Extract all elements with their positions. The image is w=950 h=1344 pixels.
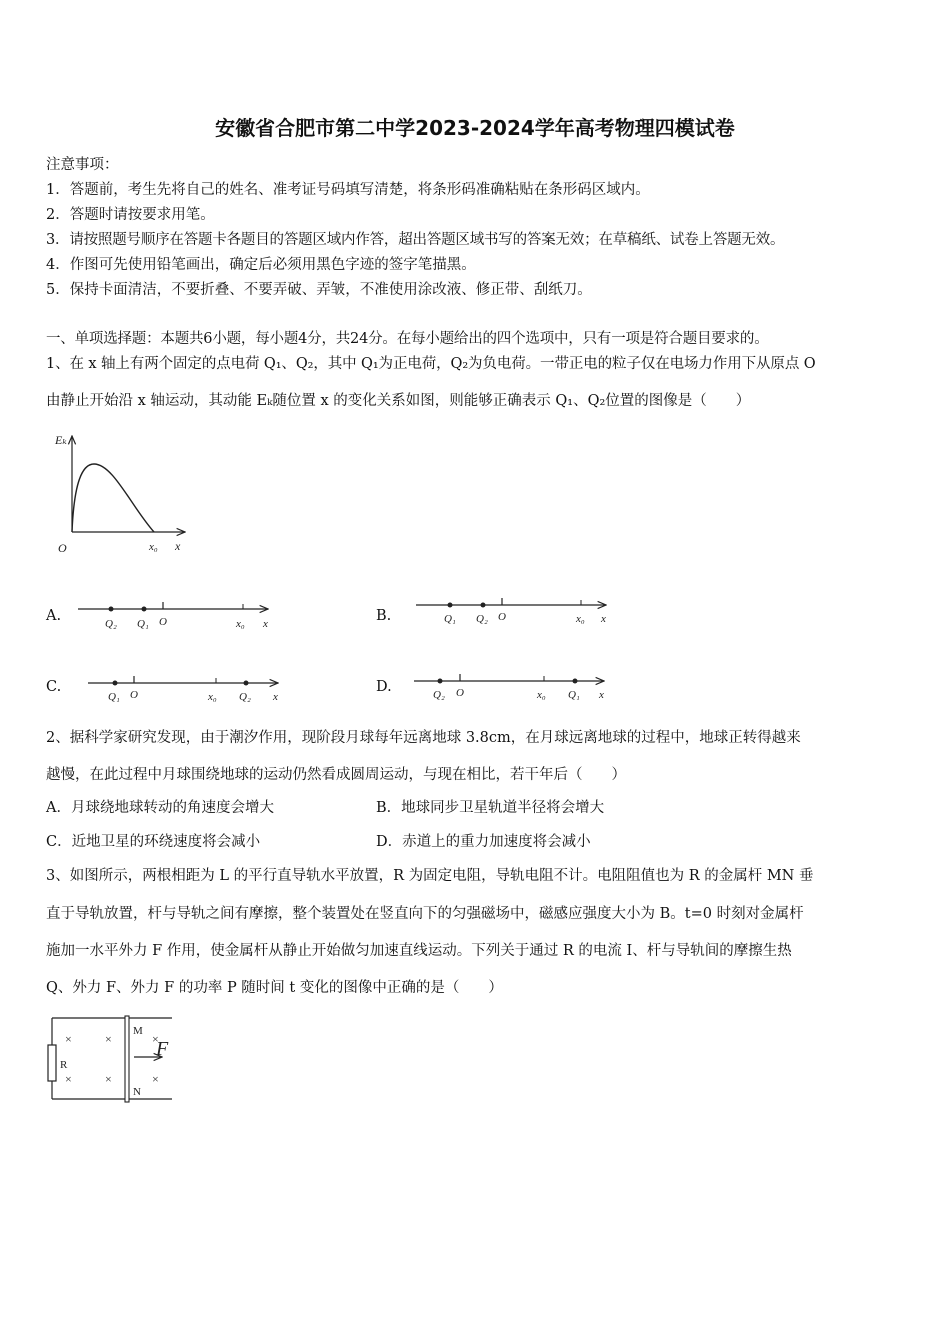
label-q1: Q₁	[568, 689, 580, 701]
field-mark: ×	[152, 1032, 159, 1046]
label-q2: Q₂	[433, 689, 445, 701]
resistor-label: R	[60, 1059, 68, 1071]
q1-option-c-letter: C.	[46, 679, 62, 695]
label-q1: Q₁	[108, 691, 120, 703]
q3-stem-line1: 3、如图所示，两根相距为 L 的平行直导轨水平放置，R 为固定电阻，导轨电阻不计。电阻阻值也为 R 的金属杆 MN 垂	[46, 868, 814, 884]
q1-stem-line2: 由静止开始沿 x 轴运动，其动能 Eₖ随位置 x 的变化关系如图，则能够正确表示 Q₁、Q₂位置的图像是（ ）	[46, 393, 751, 409]
q3-stem-line2: 直于导轨放置，杆与导轨之间有摩擦，整个装置处在竖直向下的匀强磁场中，磁感应强度大小为 B。t=0 时刻对金属杆	[46, 906, 804, 922]
resistor	[48, 1045, 56, 1081]
force-label: F	[156, 1038, 169, 1060]
q1-stem-line1: 1、在 x 轴上有两个固定的点电荷 Q₁、Q₂，其中 Q₁为正电荷，Q₂为负电荷。一带正电的粒子仅在电场力作用下从原点 O	[46, 356, 816, 372]
notice-item: 1．答题前，考生先将自己的姓名、准考证号码填写清楚，将条形码准确粘贴在条形码区域内。	[46, 182, 650, 198]
charge-dot	[113, 681, 118, 686]
q1-option-a-diagram	[74, 598, 284, 634]
label-x: x	[599, 689, 604, 701]
charge-dot	[244, 681, 249, 686]
q3-stem-line4: Q、外力 F、外力 F 的功率 P 随时间 t 变化的图像中正确的是（ ）	[46, 980, 503, 996]
q2-stem-line2: 越慢，在此过程中月球围绕地球的运动仍然看成圆周运动，与现在相比，若干年后（ ）	[46, 767, 626, 783]
label-q1: Q₁	[137, 618, 149, 630]
q2-option-b: B．地球同步卫星轨道半径将会增大	[376, 800, 605, 816]
notice-item: 2．答题时请按要求用笔。	[46, 207, 215, 223]
notice-item: 4．作图可先使用铅笔画出，确定后必须用黑色字迹的签字笔描黑。	[46, 257, 476, 273]
label-q1: Q₁	[444, 613, 456, 625]
label-x0: x₀	[236, 618, 245, 630]
label-q2: Q₂	[239, 691, 251, 703]
q1-option-d-diagram	[410, 670, 620, 706]
q1-option-c-diagram	[84, 672, 294, 708]
field-mark: ×	[65, 1032, 72, 1046]
charge-dot	[481, 603, 486, 608]
section-heading: 一、单项选择题：本题共6小题，每小题4分，共24分。在每小题给出的四个选项中，只有一项是符合题目要求的。	[46, 331, 769, 347]
charge-dot	[573, 679, 578, 684]
q2-option-c: C．近地卫星的环绕速度将会减小	[46, 834, 261, 850]
label-n: N	[133, 1086, 141, 1098]
q2-option-d: D．赤道上的重力加速度将会减小	[376, 834, 591, 850]
label-o: O	[456, 687, 464, 699]
q3-stem-line3: 施加一水平外力 F 作用，使金属杆从静止开始做匀加速直线运动。下列关于通过 R 的电流 I、杆与导轨间的摩擦生热	[46, 943, 792, 959]
q2-option-a: A．月球绕地球转动的角速度会增大	[46, 800, 274, 816]
charge-dot	[109, 607, 114, 612]
notice-item: 3．请按照题号顺序在答题卡各题目的答题区域内作答，超出答题区域书写的答案无效；在草稿纸、试卷上答题无效。	[46, 232, 785, 248]
label-x0: x₀	[208, 691, 217, 703]
charge-dot	[142, 607, 147, 612]
label-x: x	[263, 618, 268, 630]
charge-dot	[438, 679, 443, 684]
notice-item: 5．保持卡面清洁，不要折叠、不要弄破、弄皱，不准使用涂改液、修正带、刮纸刀。	[46, 282, 592, 298]
label-x0: x₀	[537, 689, 546, 701]
q1-option-b-diagram	[412, 594, 622, 630]
ek-label: Eₖ	[55, 433, 67, 447]
label-q2: Q₂	[105, 618, 117, 630]
q1-option-d-letter: D.	[376, 679, 392, 695]
label-x: x	[273, 691, 278, 703]
notice-heading: 注意事项：	[46, 157, 119, 173]
label-o: O	[498, 611, 506, 623]
field-mark: ×	[105, 1072, 112, 1086]
label-o: O	[159, 616, 167, 628]
label-x: x	[601, 613, 606, 625]
x-label: x	[175, 539, 181, 553]
label-x0: x₀	[576, 613, 585, 625]
label-q2: Q₂	[476, 613, 488, 625]
x0-label: x₀	[149, 541, 158, 553]
q3-circuit-diagram	[44, 1013, 184, 1105]
charge-dot	[448, 603, 453, 608]
label-o: O	[130, 689, 138, 701]
field-mark: ×	[105, 1032, 112, 1046]
q1-option-b-letter: B.	[376, 608, 392, 624]
field-mark: ×	[152, 1072, 159, 1086]
q1-ek-graph	[45, 428, 205, 558]
page-title: 安徽省合肥市第二中学2023-2024学年高考物理四模试卷	[215, 116, 735, 140]
q2-stem-line1: 2、据科学家研究发现，由于潮汐作用，现阶段月球每年远离地球 3.8cm，在月球远离地球的过程中，地球正转得越来	[46, 730, 801, 746]
origin-label: O	[58, 541, 67, 555]
label-m: M	[133, 1025, 143, 1037]
field-mark: ×	[65, 1072, 72, 1086]
metal-rod	[125, 1016, 129, 1102]
ek-curve	[72, 464, 154, 532]
q1-option-a-letter: A.	[46, 608, 62, 624]
